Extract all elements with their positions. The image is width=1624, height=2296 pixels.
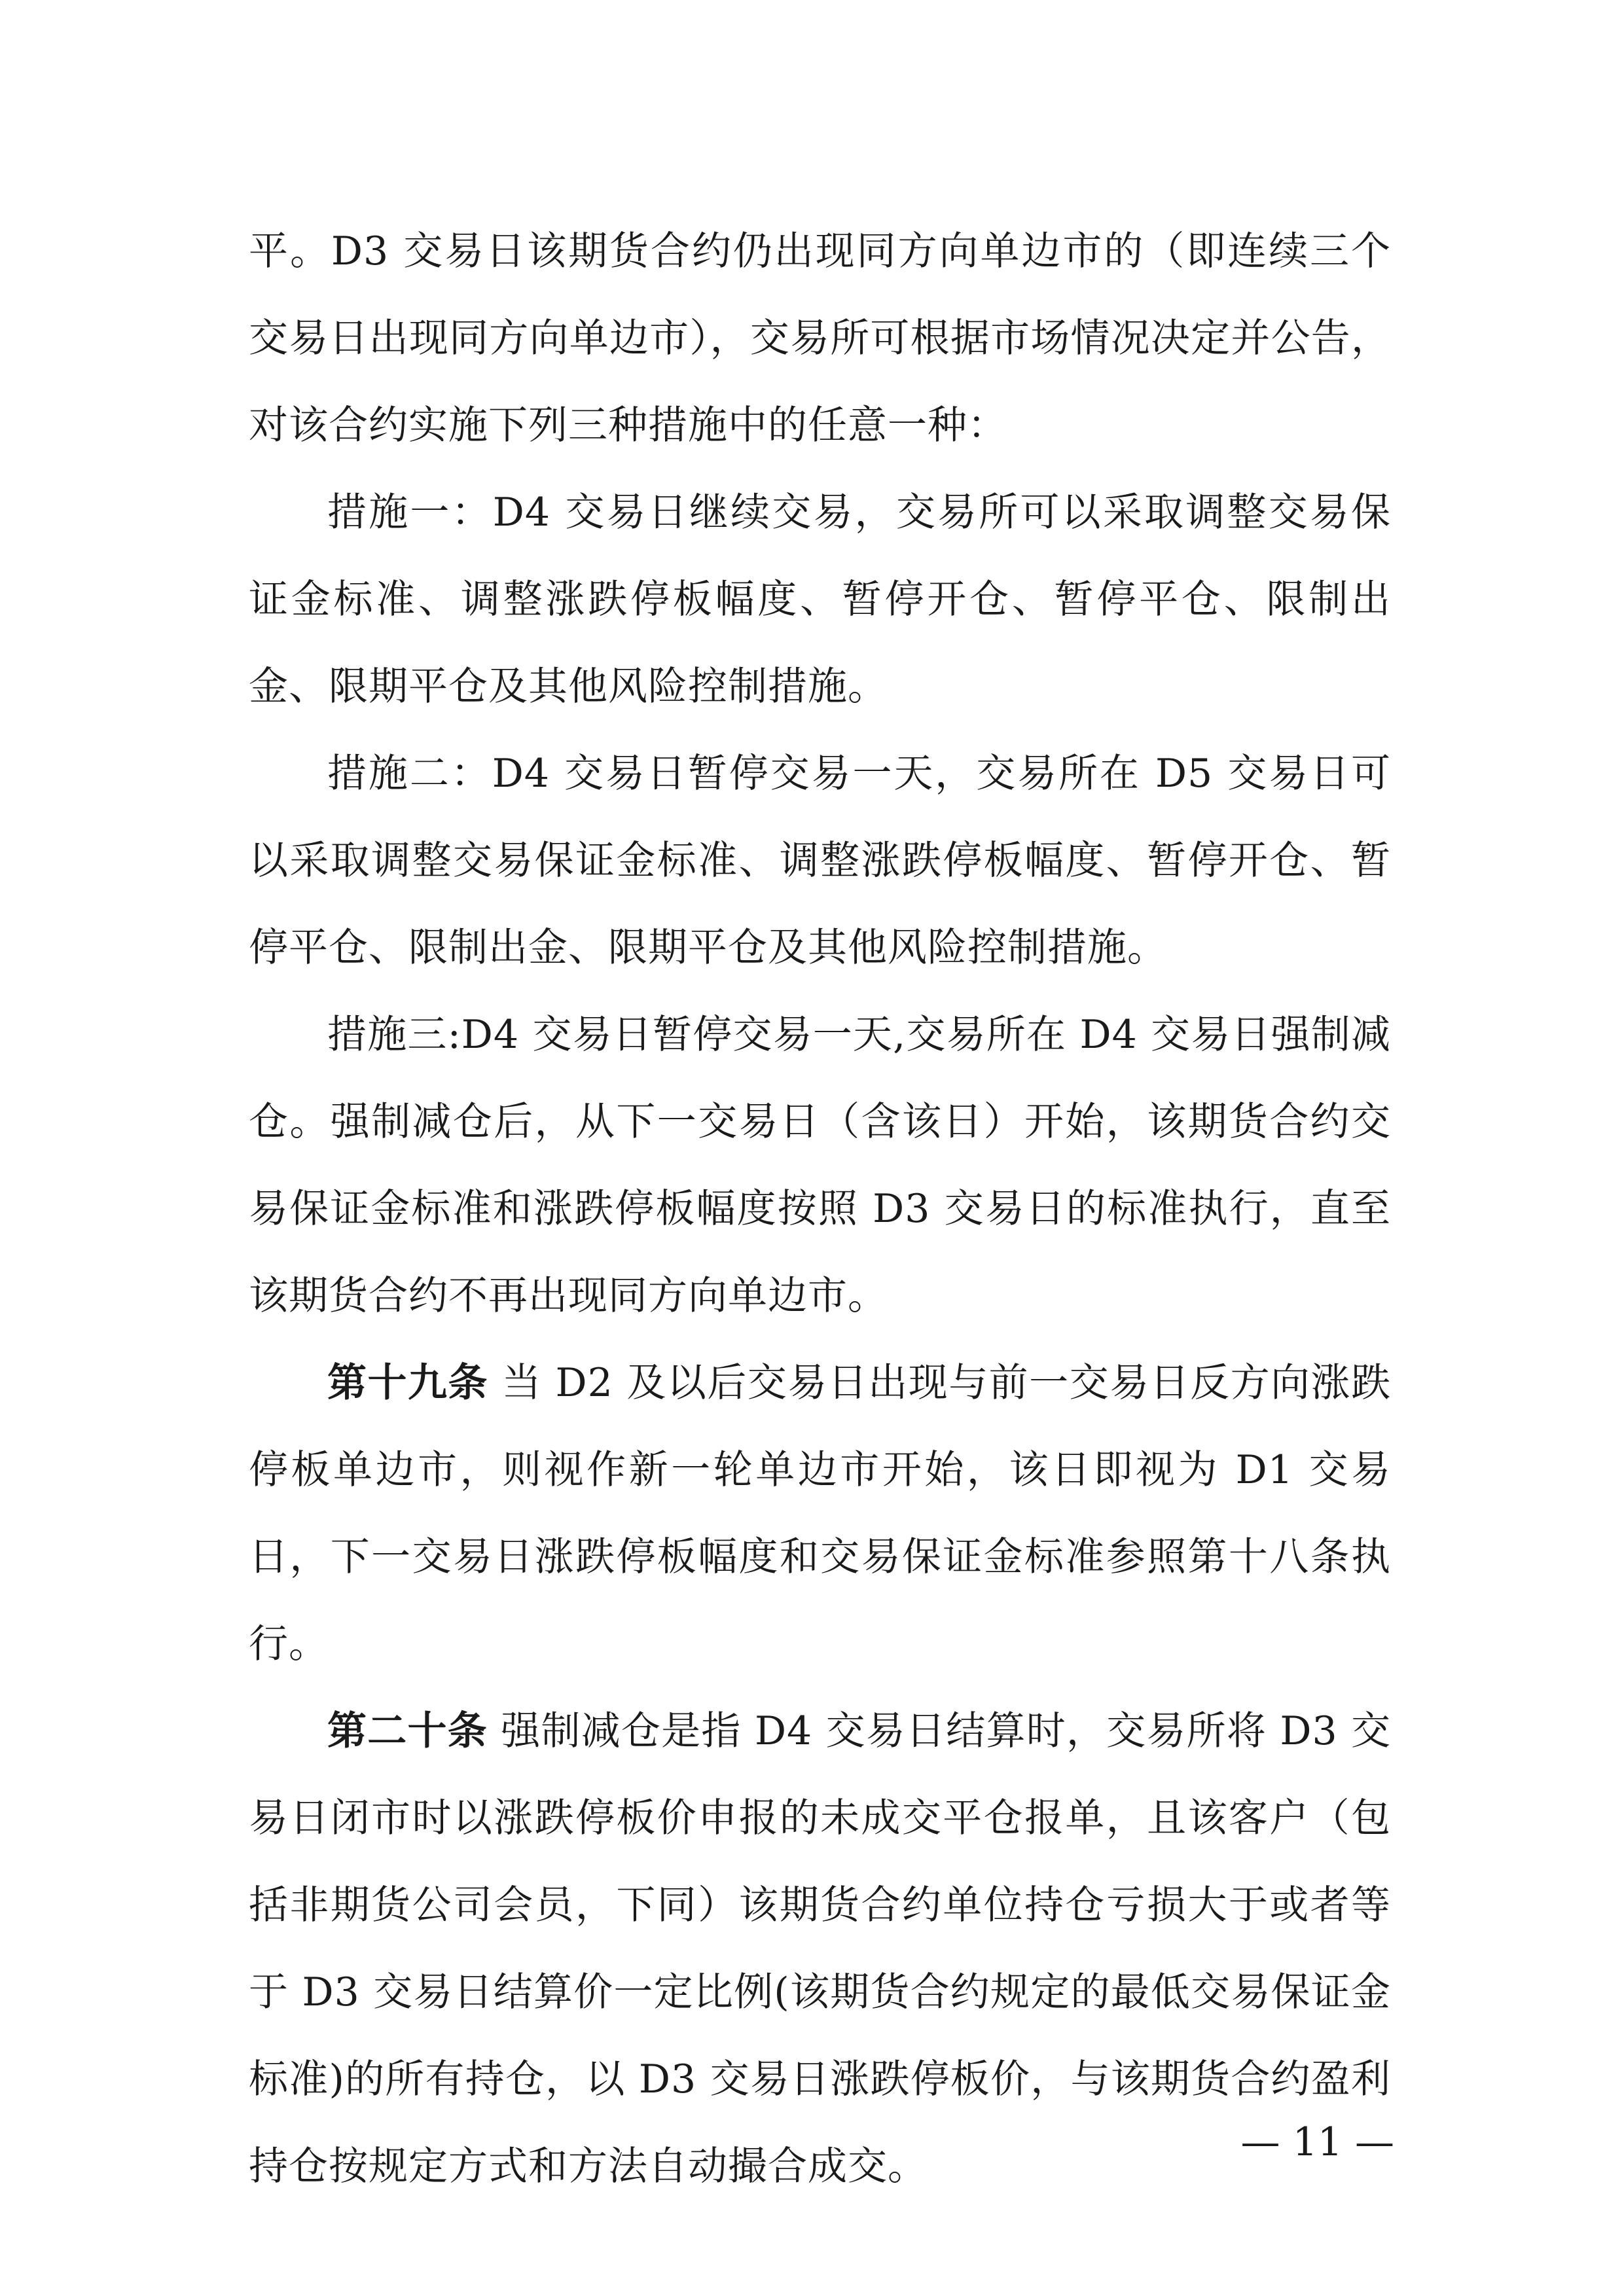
article-number: 第十九条 bbox=[327, 1360, 488, 1406]
paragraph-measure-2 bbox=[249, 730, 1391, 992]
paragraph-article-19 bbox=[249, 1340, 1391, 1688]
page-number: — 11 — bbox=[1240, 2119, 1394, 2165]
body-text bbox=[249, 208, 1391, 2210]
article-number: 第二十条 bbox=[327, 1708, 488, 1754]
paragraph-continuation bbox=[249, 208, 1391, 469]
paragraph-measure-3 bbox=[249, 992, 1391, 1340]
paragraph-text: 措施二：D4 交易日暂停交易一天，交易所在 D5 交易日可以采取调整交易保证金标准、调整涨跌停板幅度、暂停开仓、暂停平仓、限制出金、限期平仓及其他风险控制措施。 bbox=[249, 751, 1391, 971]
paragraph-text: 措施一：D4 交易日继续交易，交易所可以采取调整交易保证金标准、调整涨跌停板幅度、暂停开仓、暂停平仓、限制出金、限期平仓及其他风险控制措施。 bbox=[249, 490, 1391, 709]
paragraph-text: 措施三:D4 交易日暂停交易一天,交易所在 D4 交易日强制减仓。强制减仓后，从下一交易日（含该日）开始，该期货合约交易保证金标准和涨跌停板幅度按照 D3 交易日的标准执行，直至该期货合约不再出现同方向单边市。 bbox=[249, 1012, 1391, 1319]
paragraph-measure-1 bbox=[249, 469, 1391, 730]
paragraph-text: 平。D3 交易日该期货合约仍出现同方向单边市的（即连续三个交易日出现同方向单边市），交易所可根据市场情况决定并公告，对该合约实施下列三种措施中的任意一种： bbox=[249, 228, 1391, 448]
paragraph-text: 当 D2 及以后交易日出现与前一交易日反方向涨跌停板单边市，则视作新一轮单边市开始，该日即视为 D1 交易日，下一交易日涨跌停板幅度和交易保证金标准参照第十八条执行。 bbox=[249, 1360, 1392, 1667]
paragraph-text: 强制减仓是指 D4 交易日结算时，交易所将 D3 交易日闭市时以涨跌停板价申报的未成交平仓报单，且该客户（包括非期货公司会员，下同）该期货合约单位持仓亏损大于或者等于 D3 交易日结算价一定比例(该期货合约规定的最低交易保证金标准)的所有持仓，以 D3 交易日涨跌停板价，与该期货合约盈利持仓按规定方式和方法自动撮合成交。 bbox=[249, 1708, 1391, 2189]
